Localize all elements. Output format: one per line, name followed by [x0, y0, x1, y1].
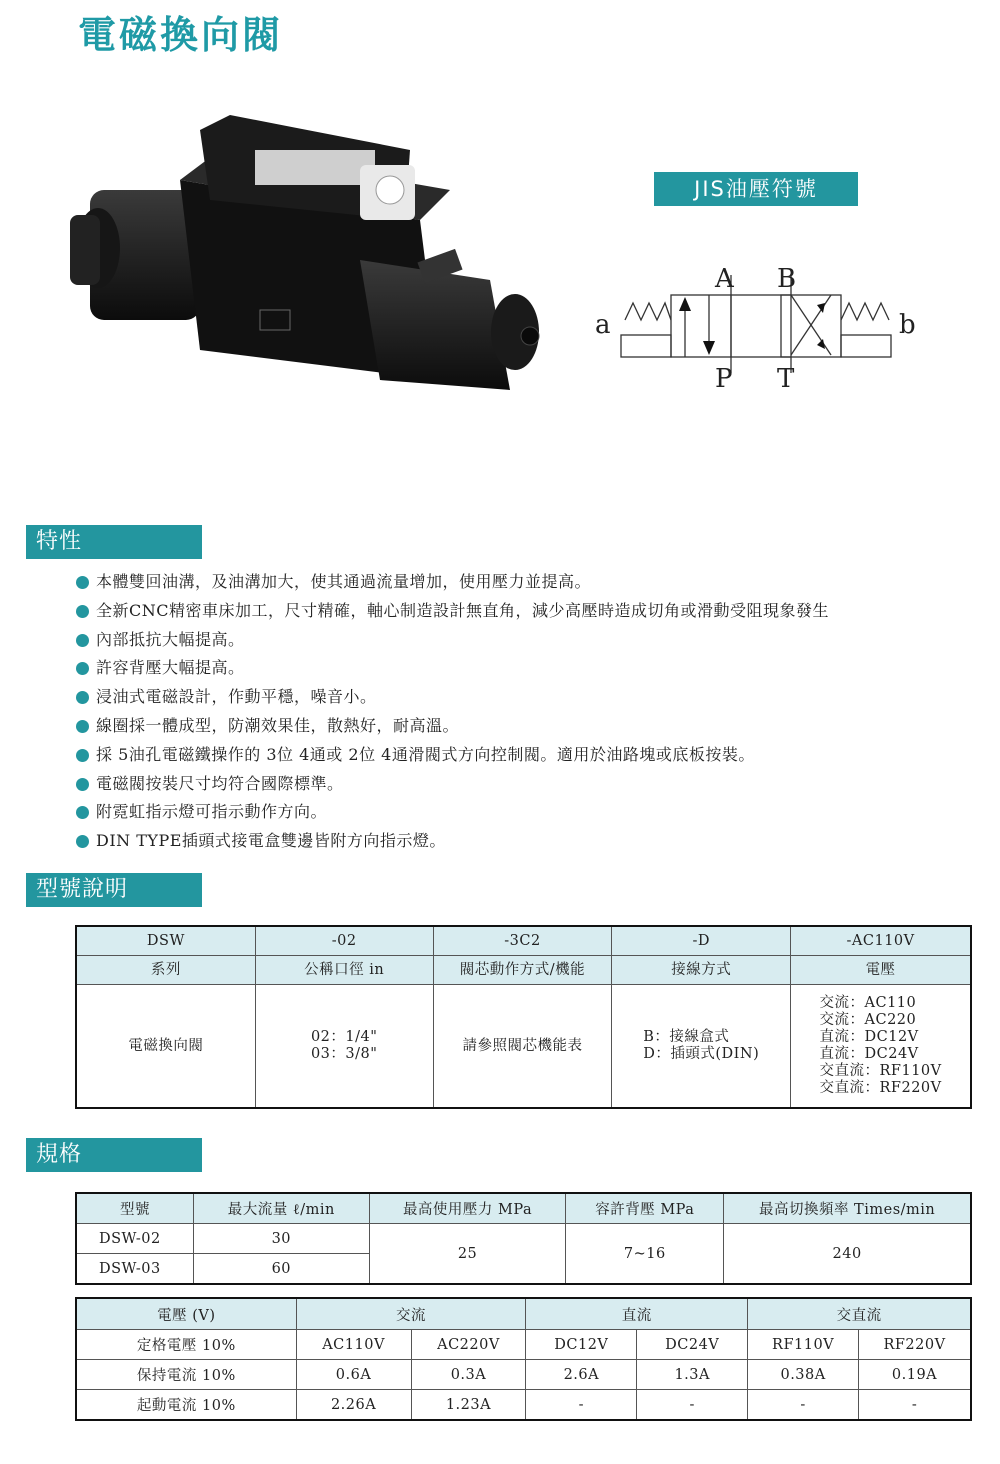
- table-cell: 60: [193, 1254, 369, 1284]
- electrical-table: [76, 1298, 971, 1420]
- size-option: 03：3/8": [310, 1046, 378, 1062]
- features-list: [76, 568, 829, 856]
- table-cell: -3C2: [433, 927, 612, 956]
- list-item: 線圈採一體成型，防潮效果佳，散熱好，耐高溫。: [76, 712, 829, 741]
- wiring-option: D：插頭式(DIN): [643, 1046, 760, 1062]
- table-cell: 電壓 (V): [77, 1299, 297, 1330]
- voltage-option: 交流：AC110: [819, 995, 917, 1011]
- list-item: 採 5油孔電磁鐵操作的 3位 4通或 2位 4通滑閥式方向控制閥。適用於油路塊或底板按裝。: [76, 741, 829, 770]
- table-cell: 2.6A: [526, 1360, 637, 1390]
- port-T-label: T: [777, 364, 795, 394]
- table-cell: RF110V: [748, 1330, 859, 1360]
- port-B-label: B: [777, 264, 797, 294]
- size-option: 02：1/4": [310, 1029, 378, 1045]
- table-cell: -02: [255, 927, 433, 956]
- table-cell: 保持電流 10%: [77, 1360, 297, 1390]
- table-cell: -D: [612, 927, 791, 956]
- jis-symbol-label: JIS油壓符號: [654, 172, 858, 206]
- table-cell: 電磁換向閥: [77, 985, 256, 1108]
- table-cell: -: [748, 1390, 859, 1420]
- list-item: 附霓虹指示燈可指示動作方向。: [76, 798, 829, 827]
- table-cell: 240: [724, 1224, 971, 1284]
- table-cell: 0.38A: [748, 1360, 859, 1390]
- list-item: DIN TYPE插頭式接電盒雙邊皆附方向指示燈。: [76, 827, 829, 856]
- table-cell: DSW-02: [77, 1224, 194, 1254]
- table-cell: 電壓: [791, 956, 971, 985]
- list-item: 電磁閥按裝尺寸均符合國際標準。: [76, 770, 829, 799]
- table-cell: RF220V: [859, 1330, 971, 1360]
- list-item: 全新CNC精密車床加工，尺寸精確，軸心制造設計無直角，減少高壓時造成切角或滑動受阻現象發生: [76, 597, 829, 626]
- table-cell: 請參照閥芯機能表: [433, 985, 612, 1108]
- table-cell: 交直流: [748, 1299, 971, 1330]
- port-a-label: a: [595, 310, 611, 340]
- page-title: 電磁換向閥: [78, 13, 284, 57]
- table-cell: 公稱口徑 in: [255, 956, 433, 985]
- table-cell: 0.6A: [296, 1360, 411, 1390]
- table-row: [77, 985, 971, 1108]
- voltage-option: 交直流：RF220V: [819, 1080, 942, 1096]
- table-cell: AC220V: [411, 1330, 526, 1360]
- voltage-option: 直流：DC24V: [819, 1046, 919, 1062]
- table-row: [77, 1360, 971, 1390]
- model-heading: 型號說明: [26, 873, 202, 907]
- table-cell: [612, 985, 791, 1108]
- table-cell: 定格電壓 10%: [77, 1330, 297, 1360]
- table-cell: -AC110V: [791, 927, 971, 956]
- table-cell: AC110V: [296, 1330, 411, 1360]
- table-cell: 直流: [526, 1299, 748, 1330]
- table-cell: 30: [193, 1224, 369, 1254]
- table-row: [77, 1299, 971, 1330]
- table-cell: 接線方式: [612, 956, 791, 985]
- jis-hydraulic-symbol: [585, 255, 925, 395]
- table-cell: 最大流量 ℓ/min: [193, 1194, 369, 1224]
- table-cell: 0.3A: [411, 1360, 526, 1390]
- table-cell: 型號: [77, 1194, 194, 1224]
- model-code-table: [76, 926, 971, 1108]
- list-item: 許容背壓大幅提高。: [76, 654, 829, 683]
- table-row: [77, 927, 971, 956]
- table-cell: [791, 985, 971, 1108]
- voltage-option: 交直流：RF110V: [819, 1063, 942, 1079]
- table-cell: 25: [369, 1224, 566, 1284]
- features-heading: 特性: [26, 525, 202, 559]
- table-row: [77, 1224, 971, 1254]
- table-cell: 起動電流 10%: [77, 1390, 297, 1420]
- list-item: 內部抵抗大幅提高。: [76, 626, 829, 655]
- table-row: [77, 956, 971, 985]
- port-P-label: P: [715, 364, 733, 394]
- table-cell: -: [526, 1390, 637, 1420]
- table-cell: 最高使用壓力 MPa: [369, 1194, 566, 1224]
- wiring-option: B：接線盒式: [643, 1029, 730, 1045]
- table-cell: 最高切換頻率 Times/min: [724, 1194, 971, 1224]
- list-item: 本體雙回油溝，及油溝加大，使其通過流量增加，使用壓力並提高。: [76, 568, 829, 597]
- port-A-label: A: [715, 264, 734, 294]
- table-cell: 1.3A: [637, 1360, 748, 1390]
- table-cell: 0.19A: [859, 1360, 971, 1390]
- voltage-option: 直流：DC12V: [819, 1029, 919, 1045]
- table-row: [77, 1330, 971, 1360]
- spec-heading: 規格: [26, 1138, 202, 1172]
- table-cell: 系列: [77, 956, 256, 985]
- port-b-label: b: [899, 310, 916, 340]
- table-cell: -: [859, 1390, 971, 1420]
- table-row: [77, 1390, 971, 1420]
- voltage-option: 交流：AC220: [819, 1012, 917, 1028]
- table-cell: [255, 985, 433, 1108]
- table-cell: 閥芯動作方式/機能: [433, 956, 612, 985]
- table-cell: 1.23A: [411, 1390, 526, 1420]
- spec-table: [76, 1193, 971, 1284]
- table-row: [77, 1194, 971, 1224]
- table-cell: -: [637, 1390, 748, 1420]
- table-cell: 7~16: [566, 1224, 724, 1284]
- table-cell: 2.26A: [296, 1390, 411, 1420]
- table-cell: DSW: [77, 927, 256, 956]
- table-cell: 容許背壓 MPa: [566, 1194, 724, 1224]
- solenoid-valve-image: [60, 110, 560, 410]
- table-cell: DSW-03: [77, 1254, 194, 1284]
- list-item: 浸油式電磁設計，作動平穩，噪音小。: [76, 683, 829, 712]
- table-cell: DC12V: [526, 1330, 637, 1360]
- table-cell: 交流: [296, 1299, 526, 1330]
- table-cell: DC24V: [637, 1330, 748, 1360]
